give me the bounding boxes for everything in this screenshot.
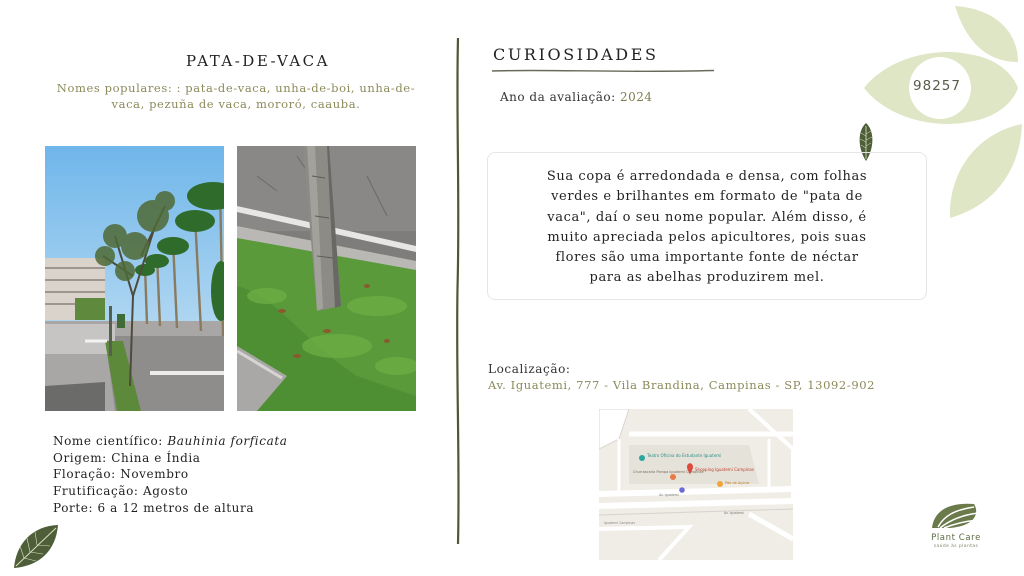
map-label: Teatro Oficina do Estudante Iguatemi xyxy=(647,453,722,458)
fact-fruiting: Frutificação: Agosto xyxy=(53,484,189,499)
fact-size: Porte: 6 a 12 metros de altura xyxy=(53,500,255,515)
location-map[interactable] xyxy=(599,409,793,560)
plant-care-logo-icon xyxy=(930,500,982,532)
fact-origin: Origem: China e Índia xyxy=(53,450,201,465)
location-address: Av. Iguatemi, 777 - Vila Brandina, Campinas - SP, 13092-902 xyxy=(488,378,876,392)
fact-scientific-name: Nome científico: Bauhinia forficata xyxy=(53,434,288,448)
vertical-divider xyxy=(455,38,461,544)
fact-flowering: Floração: Novembro xyxy=(53,467,189,482)
page-title: PATA-DE-VACA xyxy=(185,52,330,70)
title-underline xyxy=(492,68,714,74)
leaf-right-icon xyxy=(950,124,1022,218)
logo-tagline: saúde às plantas xyxy=(933,544,979,549)
curiosity-line: Sua copa é arredondada e densa, com folhas xyxy=(546,169,868,184)
evaluation-year-value: 2024 xyxy=(619,90,653,104)
popular-names-line: vaca, pezuña de vaca, mororó, caauba. xyxy=(111,97,361,111)
tree-trunk-photo xyxy=(237,146,416,411)
map-label: Iguatemi Campinas xyxy=(604,521,635,525)
badge-number: 98257 xyxy=(913,78,961,94)
map-label: Av. Iguatemi xyxy=(724,511,744,515)
curiosity-line: para as abelhas produzirem mel. xyxy=(589,270,825,286)
curiosity-line: verdes e brilhantes em formato de "pata de xyxy=(551,189,863,205)
map-label: Shopping Iguatemi Campinas xyxy=(695,467,754,472)
curiosity-box xyxy=(487,152,927,300)
map-label: Pão de Açúcar xyxy=(725,481,750,485)
map-poi-icon xyxy=(679,487,685,493)
map-poi-icon xyxy=(639,455,645,461)
species-facts xyxy=(53,433,288,517)
map-poi-icon xyxy=(717,481,723,487)
logo-name: Plant Care xyxy=(931,533,981,543)
popular-names-line: Nomes populares: : pata-de-vaca, unha-de-boi, unha-de- xyxy=(56,81,416,95)
curiosity-line: flores são uma importante fonte de néctar xyxy=(555,250,859,266)
curiosities-title: CURIOSIDADES xyxy=(493,45,659,64)
map-label: Av. Iguatemi xyxy=(659,493,679,497)
tree-street-photo xyxy=(45,146,224,411)
bottom-leaf-icon xyxy=(10,522,62,570)
curiosity-line: muito apreciada pelos apicultores, pois suas xyxy=(547,229,867,245)
map-poi-icon xyxy=(670,474,676,480)
location-label: Localização: xyxy=(488,362,571,376)
popular-names xyxy=(36,80,436,112)
evaluation-year: Ano da avaliação: 2024 xyxy=(500,90,653,104)
curiosity-line: vaca", daí o seu nome popular. Além disso, é xyxy=(547,209,867,225)
map-label: Churrascaria Pampa Iguatemi Campinas xyxy=(633,470,704,474)
